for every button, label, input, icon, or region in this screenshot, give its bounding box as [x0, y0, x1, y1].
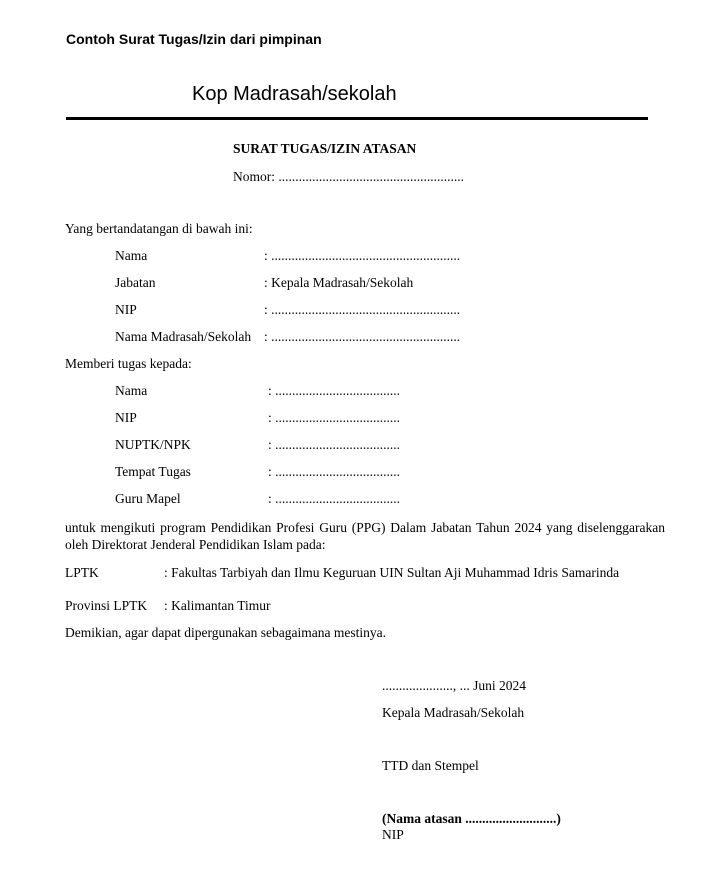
assignee-subject-value: : .....................................	[268, 491, 401, 506]
letterhead-divider	[66, 117, 648, 120]
assignee-name-label: Nama	[115, 383, 148, 398]
signatory-nip-value: : ........................................................	[264, 302, 461, 317]
signature-name: (Nama atasan ...........................)	[382, 811, 561, 826]
letterhead: Kop Madrasah/sekolah	[192, 83, 397, 105]
assignee-nip-value: : .....................................	[268, 410, 401, 425]
assignee-workplace-value: : .....................................	[268, 464, 401, 479]
province-value: : Kalimantan Timur	[164, 598, 271, 613]
letter-title: SURAT TUGAS/IZIN ATASAN	[233, 141, 417, 156]
signatory-school-value: : ........................................................	[264, 329, 461, 344]
signatory-position-value: : Kepala Madrasah/Sekolah	[264, 275, 414, 290]
lptk-label: LPTK	[65, 565, 99, 580]
assignee-subject-label: Guru Mapel	[115, 491, 181, 506]
page-label: Contoh Surat Tugas/Izin dari pimpinan	[66, 31, 322, 47]
signatory-intro: Yang bertandatangan di bawah ini:	[65, 221, 253, 236]
letter-number: Nomor: .......................................................	[233, 169, 464, 184]
signatory-name-value: : ........................................................	[264, 248, 461, 263]
assignee-intro: Memberi tugas kepada:	[65, 356, 192, 371]
signature-nip: NIP	[382, 827, 404, 842]
signatory-school-label: Nama Madrasah/Sekolah	[115, 329, 252, 344]
signature-stamp-note: TTD dan Stempel	[382, 758, 479, 773]
signature-date: ....................., ... Juni 2024	[382, 678, 527, 693]
signature-position: Kepala Madrasah/Sekolah	[382, 705, 525, 720]
signatory-position-label: Jabatan	[115, 275, 156, 290]
signatory-name-label: Nama	[115, 248, 148, 263]
lptk-value: : Fakultas Tarbiyah dan Ilmu Keguruan UIN Sultan Aji Muhammad Idris Samarinda	[164, 565, 620, 580]
closing-sentence: Demikian, agar dapat dipergunakan sebagaimana mestinya.	[65, 625, 387, 640]
purpose-paragraph: untuk mengikuti program Pendidikan Profesi Guru (PPG) Dalam Jabatan Tahun 2024 yang diselenggarakan oleh Direktorat Jenderal Pendidikan Islam pada:	[65, 520, 665, 552]
assignee-nuptk-label: NUPTK/NPK	[115, 437, 191, 452]
assignee-name-value: : .....................................	[268, 383, 401, 398]
province-label: Provinsi LPTK	[65, 598, 148, 613]
assignee-workplace-label: Tempat Tugas	[115, 464, 191, 479]
assignee-nip-label: NIP	[115, 410, 137, 425]
signatory-nip-label: NIP	[115, 302, 137, 317]
assignee-nuptk-value: : .....................................	[268, 437, 401, 452]
